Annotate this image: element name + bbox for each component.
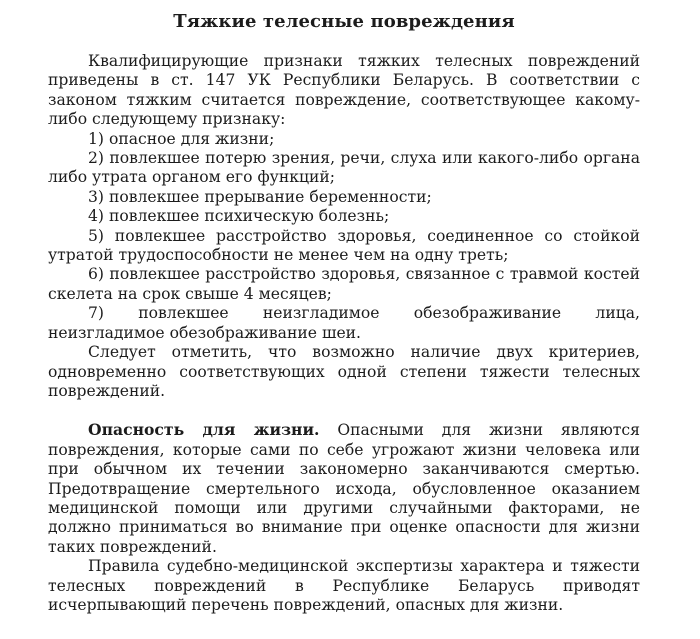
criterion-4: 4) повлекшее психическую болезнь; [88, 207, 390, 226]
danger-paragraph [48, 420, 640, 557]
document-page [48, 10, 640, 615]
danger-text: Опасными для жизни являются повреждения, которые сами по себе угрожают жизни человека или при обычном их течении закономерно заканчиваются смертью. Предотвращение смертельного исхода, обусловленное оказанием медицинской помощи или другими случайными факторами, не должно приниматься во внимание при оценке опасности для жизни таких повреждений. [48, 421, 640, 556]
criterion-6: 6) повлекшее расстройство здоровья, связанное с травмой костей скелета на срок свыше 4 месяцев; [48, 265, 640, 303]
criterion-3: 3) повлекшее прерывание беременности; [88, 187, 432, 206]
criterion-2: 2) повлекшее потерю зрения, речи, слуха или какого-либо органа либо утрата органом его функций; [48, 149, 640, 187]
intro-paragraph: Квалифицирующие признаки тяжких телесных повреждений приведены в ст. 147 УК Республики Беларусь. В соответствии с законом тяжким считается повреждение, соответствующее какому-либо следующему признаку: [48, 52, 640, 129]
danger-heading: Опасность для жизни. [88, 420, 320, 440]
note-paragraph: Следует отметить, что возможно наличие двух критериев, одновременно соответствующих одной степени тяжести телесных повреждений. [48, 343, 640, 400]
criterion-1: 1) опасное для жизни; [88, 129, 275, 148]
rules-paragraph: Правила судебно-медицинской экспертизы характера и тяжести телесных повреждений в Республике Беларусь приводят исчерпывающий перечень повреждений, опасных для жизни. [48, 557, 640, 614]
criterion-5: 5) повлекшее расстройство здоровья, соединенное со стойкой утратой трудоспособности не менее чем на одну треть; [48, 226, 640, 265]
section-gap [48, 401, 640, 420]
page-title: Тяжкие телесные повреждения [173, 11, 515, 32]
criterion-7: 7) повлекшее неизгладимое обезображивание лица, неизгладимое обезображивание шеи. [48, 304, 640, 342]
